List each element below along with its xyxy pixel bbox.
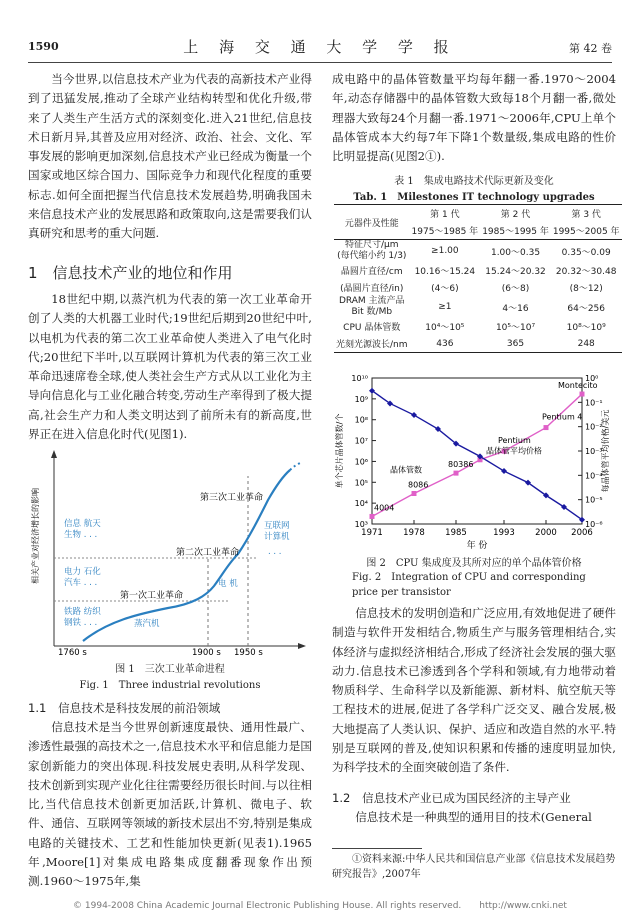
table1-row5-label: CPU 晶体管数 (343, 323, 401, 333)
fig2-xlabel: 年 份 (466, 541, 488, 551)
fig2-annotation: Pentium (498, 436, 531, 446)
fig1-rail-label-1: 铁路 纺织 (64, 607, 101, 617)
section-1-heading: 1 信息技术产业的地位和作用 (28, 264, 233, 282)
table1-row5-v1: 10⁴～10⁵ (425, 323, 465, 333)
left-section-1 (28, 290, 312, 444)
table1-years3: 1995～2005 年 (551, 222, 622, 240)
fig1-rail-label-2: 钢铁 . . . (64, 618, 98, 628)
fig2-right-tick-label: 10⁻⁵ (585, 495, 603, 505)
fig2-point (454, 471, 459, 476)
table1-years1: 1975～1985 年 (410, 222, 481, 240)
fig1-info-label-1: 信息 航天 (64, 519, 101, 529)
fig2-left-tick-label: 10⁷ (354, 436, 368, 446)
table1-row4-label-a: DRAM 主流产品 (338, 296, 405, 306)
table1-row4-v3: 64～256 (567, 303, 606, 314)
fig2-x-tick-label: 2006 (571, 528, 593, 538)
fig1-tick-1950: 1950 s (234, 648, 263, 656)
general-purpose-paragraph: 信息技术是一种典型的通用目的技术(General (355, 810, 592, 824)
table1-row1-v1: ≥1.00 (431, 246, 459, 256)
figure-2-chart (332, 372, 616, 552)
fig2-left-tick-label: 10⁶ (354, 457, 368, 467)
fig1-y-arrow (51, 450, 57, 458)
industrial-revolution-paragraph: 18世纪中期,以蒸汽机为代表的第一次工业革命开创了人类的大机器工业时代;19世纪后期到20世纪中叶,以电机为代表的第二次工业革命使人类进入了电气化时代;20世纪下半叶,以互联网计算机为代表的第三次工业革命迅速席卷全球,使人类社会生产方式从以工业化为主导向信息化与工业化融合转变,劳动生产率得到了极大提高,社会生产力和人类文明达到了前所未有的新高度,世界正在进入信息化时代(见图1). (28, 292, 312, 442)
fig2-caption-en: Fig. 2 Integration of CPU and corresponding price per transistor (352, 572, 586, 598)
table-row (334, 262, 622, 279)
table1-gen2: 第 2 代 (480, 205, 551, 223)
fig1-rev3-label: 第三次工业革命 (200, 493, 264, 503)
fig2-caption-cn: 图 2 CPU 集成度及其所对应的单个晶体管价格 (366, 558, 582, 569)
fig2-x-tick-label: 1971 (361, 528, 383, 538)
section-1-1-heading: 1.1 信息技术是科技发展的前沿领域 (28, 701, 221, 715)
table1-row1-v3: 0.35～0.09 (561, 247, 611, 258)
fig1-rev2-label: 第二次工业革命 (176, 548, 240, 558)
table1-row4-label-b: Bit 数/Mb (351, 307, 393, 317)
fig1-curve-extension (290, 462, 302, 470)
page-number: 1590 (28, 40, 59, 53)
table1-row4-v1: ≥1 (438, 302, 452, 312)
section-1-2-heading: 1.2 信息技术产业已成为国民经济的主导产业 (332, 791, 571, 805)
table-row (334, 318, 622, 335)
table1-row2-v2: 15.24～20.32 (485, 267, 546, 277)
header-rule (28, 62, 612, 63)
fig1-internet-label-2: 计算机 (264, 532, 290, 542)
fig2-right-tick-label: 10⁻⁶ (585, 520, 603, 529)
table1-row6-v2: 365 (480, 335, 551, 353)
fig2-left-tick-label: 10³ (354, 520, 368, 529)
fig2-left-tick-label: 10¹⁰ (351, 374, 368, 383)
table1-row2-v3: 20.32～30.48 (555, 267, 617, 277)
fig2-right-tick-label: 10⁻⁴ (585, 471, 603, 481)
moore-continuation-paragraph: 成电路中的晶体管数量平均每年翻一番.1970～2004年,动态存储器中的晶体管数大致每18个月翻一番,微处理器大致每24个月翻一番.1971～2006年,CPU上单个晶体管成本大约每7年下降1个数量级,集成电路的性价比明显提高(见图2①). (332, 72, 616, 164)
table-row (334, 240, 622, 263)
fig2-right-tick-label: 10⁰ (585, 374, 599, 383)
fig2-annotation: 80386 (448, 460, 474, 470)
fig1-motor-label: 电 机 (218, 579, 238, 589)
table-row (334, 296, 622, 318)
fig2-point (412, 491, 417, 496)
fig2-left-tick-label: 10⁴ (354, 499, 368, 509)
fig1-power-label-1: 电力 石化 (64, 567, 101, 577)
table1-row3-v1: (4～6) (431, 284, 459, 294)
fig1-tick-1760: 1760 s (58, 648, 87, 656)
fig2-series-line-1 (372, 391, 582, 520)
fig2-annotation: 4004 (374, 503, 395, 513)
fig1-caption-cn: 图 1 三次工业革命进程 (115, 664, 225, 675)
fig2-left-tick-label: 10⁹ (354, 394, 368, 404)
footnote-text: ①资料来源:中华人民共和国信息产业部《信息技术发展趋势研究报告》,2007年 (332, 854, 616, 880)
table-row (334, 335, 622, 353)
fig2-left-tick-label: 10⁵ (354, 478, 368, 488)
left-intro (28, 70, 312, 244)
fig1-caption-en: Fig. 1 Three industrial revolutions (79, 680, 261, 691)
fig2-point (370, 514, 375, 519)
page-footer: © 1994-2008 China Academic Journal Electronic Publishing House. All rights reserved. http://www.cnki.net (73, 901, 567, 911)
fig1-dots: . . . (268, 547, 282, 557)
fig1-rev1-label: 第一次工业革命 (120, 591, 184, 601)
table1-caption-cn: 表 1 集成电路技术代际更新及变化 (394, 176, 554, 187)
right-tech-impact (332, 604, 616, 778)
table1-row1-v2: 1.00～0.35 (490, 247, 541, 258)
fig1-internet-label-1: 互联网 (264, 521, 290, 531)
table1-row3-v3: (8～12) (569, 284, 603, 294)
fig2-right-tick-label: 10⁻² (585, 422, 603, 432)
table1-row2-label: 晶圆片直径/cm (340, 267, 403, 277)
table1-gen3: 第 3 代 (551, 205, 622, 223)
table1-row1-label-b: (每代缩小约 1/3) (337, 251, 407, 261)
fig1-info-label-2: 生物 . . . (64, 530, 98, 540)
fig2-x-tick-label: 1993 (493, 528, 515, 538)
fig2-x-tick-label: 1978 (403, 528, 425, 538)
fig2-point (544, 425, 549, 430)
table1-gen1: 第 1 代 (410, 205, 481, 223)
table-1 (334, 204, 622, 353)
fig2-left-tick-label: 10⁸ (354, 415, 368, 425)
table1-row5-v3: 10⁸～10⁹ (566, 323, 606, 333)
fig2-ylabel-right: 每晶体管平均价格/美元 (601, 409, 610, 493)
fig1-ylabel: 相关产业对经济增长的影响 (31, 488, 40, 584)
table1-row2-v1: 10.16～15.24 (414, 267, 476, 277)
fig2-plot-frame (372, 378, 582, 524)
table1-row4-v2: 4～16 (502, 303, 529, 314)
fig2-right-tick-label: 10⁻¹ (585, 398, 603, 408)
fig2-series-label-transistors: 晶体管数 (390, 465, 422, 475)
table1-row1-label-a: 特征尺寸/μm (344, 240, 399, 250)
table1-caption-en: Tab. 1 Milestones IT technology upgrades (353, 192, 595, 203)
footnote (332, 852, 616, 882)
fig2-x-tick-label: 1985 (445, 528, 467, 538)
table1-row3-v2: (6～8) (501, 284, 530, 294)
right-intro (332, 70, 616, 166)
fig2-annotation: Montecito (558, 381, 598, 391)
table1-col-header: 元器件及性能 (334, 205, 410, 240)
journal-title: 上 海 交 通 大 学 学 报 (183, 38, 457, 56)
fig2-ylabel-left: 单个芯片晶体管数/个 (335, 413, 344, 489)
fig1-power-label-2: 汽车 . . . (64, 578, 98, 588)
fig1-x-arrow (298, 643, 306, 649)
table1-row6-label: 光刻光源波长/nm (334, 335, 410, 353)
figure-1-chart (28, 436, 312, 656)
fig2-right-tick-label: 10⁻³ (585, 447, 603, 456)
tech-impact-paragraph: 信息技术的发明创造和广泛应用,有效地促进了硬件制造与软件开发相结合,物质生产与服务管理相结合,实体经济与虚拟经济相结合,形成了经济社会发展的强大驱动力.信息技术已渗透到各个学科和领域,有力地带动着物质科学、生命科学以及新能源、新材料、航空航天等工程技术的进展,促进了各学科广泛交叉、融合发展,极大地提高了人类认识、保护、适应和改造自然的水平.特别是互联网的普及,使知识积累和传播的速度明显加快,为科学技术的全面突破创造了条件. (332, 606, 616, 775)
fig2-annotation: 8086 (408, 480, 429, 490)
table1-years2: 1985～1995 年 (480, 222, 551, 240)
table1-row5-v2: 10⁵～10⁷ (495, 323, 536, 333)
info-tech-frontier-paragraph: 信息技术是当今世界创新速度最快、通用性最广、渗透性最强的高技术之一,信息技术水平和信息能力是国家创新能力的突出体现.科技发展史表明,从科学发现、技术创新到实现产业化往往需要经历很长时间.与以往相比,当代信息技术创新更加活跃,计算机、微电子、软件、通信、互联网等领域的新技术层出不穷,特别是集成电路的关键技术、工艺和性能加快更新(见表1).1965年,Moore[1]对集成电路集成度翻番现象作出预测.1960～1975年,集 (28, 720, 312, 889)
fig2-x-tick-label: 2000 (535, 528, 557, 538)
fig2-point (580, 392, 585, 397)
fig2-point (411, 412, 417, 418)
left-section-1-1 (28, 718, 312, 892)
fig1-tick-1900: 1900 s (192, 648, 221, 656)
right-section-1-2 (332, 808, 616, 827)
table1-row6-v1: 436 (410, 335, 481, 353)
fig2-series-label-price: 晶体管平均价格 (486, 446, 542, 456)
table1-row6-v3: 248 (551, 335, 622, 353)
table-row (334, 279, 622, 296)
fig1-steam-label: 蒸汽机 (134, 619, 160, 629)
volume-label: 第 42 卷 (569, 42, 612, 55)
table1-row3-label: (晶圆片直径/in) (340, 284, 404, 294)
fig2-annotation: Pentium 4 (542, 412, 583, 422)
footnote-rule (332, 848, 422, 849)
intro-paragraph: 当今世界,以信息技术产业为代表的高新技术产业得到了迅猛发展,推动了全球产业结构转型和优化升级,带来了人类生产生活方式的深刻变化.进入21世纪,信息技术日新月异,其普及应用对经济、政治、社会、文化、军事发展的影响更加深刻,信息技术产业已经成为衡量一个国家或地区综合国力、国际竞争力和现代化程度的重要标志.如何全面把握当代信息技术发展趋势,明确我国未来信息技术产业的发展思路和政策取向,这是需要我们认真研究和思考的重大问题. (28, 72, 312, 241)
